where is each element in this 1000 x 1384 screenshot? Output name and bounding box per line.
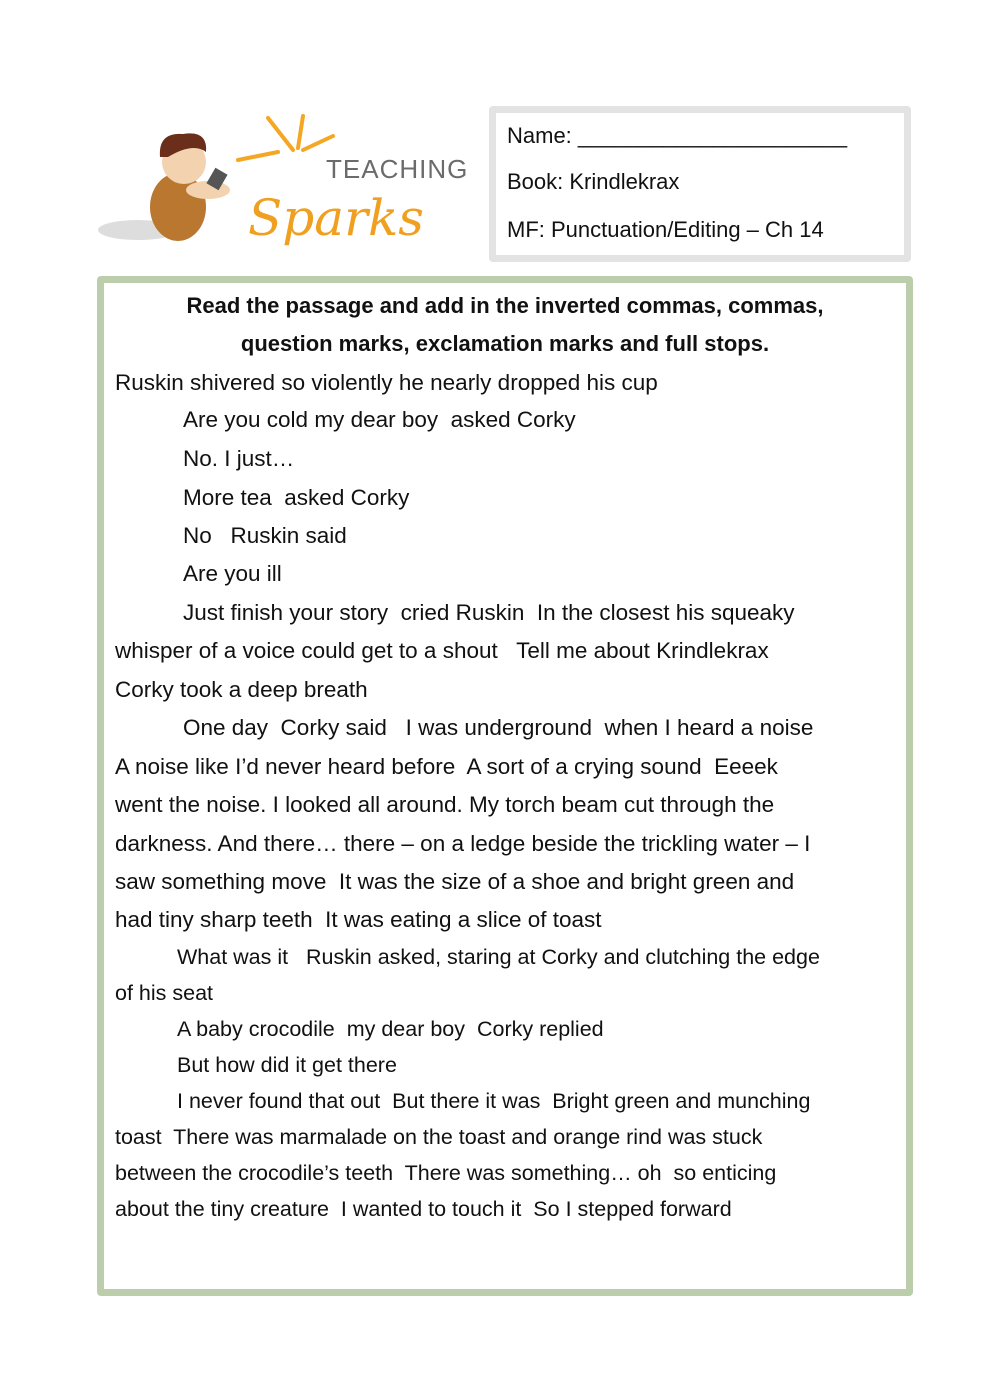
- passage-line: went the noise. I looked all around. My torch beam cut through the: [115, 792, 775, 817]
- mf-label: MF: Punctuation/Editing – Ch 14: [507, 217, 824, 242]
- passage-line: No Ruskin said: [183, 523, 347, 548]
- instructions-line-2: question marks, exclamation marks and full stops.: [240, 331, 770, 356]
- passage-line: One day Corky said I was underground when I heard a noise: [183, 715, 814, 740]
- passage-line: darkness. And there… there – on a ledge beside the trickling water – I: [115, 831, 811, 856]
- passage-line: A baby crocodile my dear boy Corky replied: [177, 1017, 604, 1041]
- logo-teaching-text: TEACHING: [326, 154, 469, 184]
- name-field[interactable]: Name: ______________________: [507, 123, 848, 148]
- passage-line: Are you cold my dear boy asked Corky: [183, 407, 576, 432]
- passage-line: saw something move It was the size of a shoe and bright green and: [115, 869, 795, 894]
- teaching-sparks-logo: [98, 112, 470, 257]
- passage-line: between the crocodile’s teeth There was something… oh so enticing: [115, 1161, 777, 1185]
- passage-line: whisper of a voice could get to a shout Tell me about Krindlekrax: [115, 638, 769, 663]
- passage-line: about the tiny creature I wanted to touch it So I stepped forward: [115, 1197, 732, 1221]
- passage-line: More tea asked Corky: [183, 485, 410, 510]
- passage-line: But how did it get there: [177, 1053, 397, 1077]
- passage-line: toast There was marmalade on the toast and orange rind was stuck: [115, 1125, 763, 1149]
- passage-line: No. I just…: [183, 446, 295, 471]
- passage-line: had tiny sharp teeth It was eating a slice of toast: [115, 907, 602, 932]
- passage-line: of his seat: [115, 981, 213, 1005]
- passage-line: What was it Ruskin asked, staring at Corky and clutching the edge: [177, 945, 820, 969]
- passage-line: A noise like I’d never heard before A sort of a crying sound Eeeek: [115, 754, 778, 779]
- logo-sparks-text: Sparks: [248, 189, 424, 247]
- book-label: Book: Krindlekrax: [507, 169, 680, 194]
- passage-line: Corky took a deep breath: [115, 677, 368, 702]
- instructions-line-1: Read the passage and add in the inverted commas, commas,: [186, 293, 824, 318]
- passage-line: I never found that out But there it was Bright green and munching: [177, 1089, 811, 1113]
- passage-line: Are you ill: [183, 561, 282, 586]
- passage-line: Ruskin shivered so violently he nearly dropped his cup: [115, 370, 658, 395]
- passage-line: Just finish your story cried Ruskin In the closest his squeaky: [183, 600, 795, 625]
